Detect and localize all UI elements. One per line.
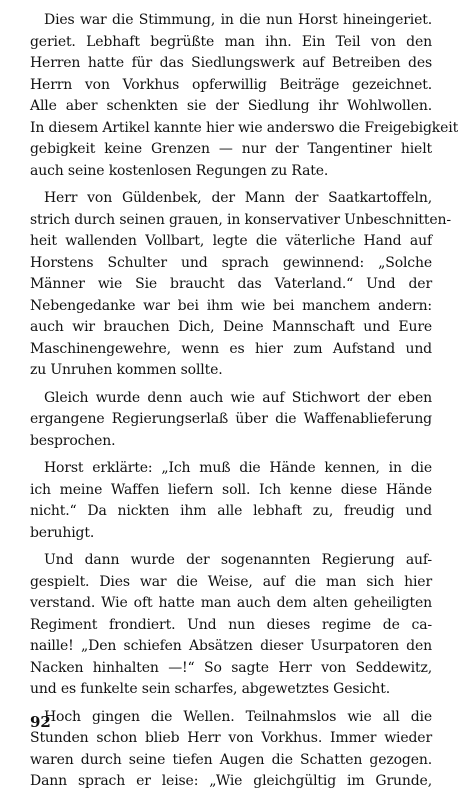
text-line: In diesem Artikel kannte hier wie anderswo die Freigebigkeit — [30, 119, 458, 136]
text-line: Horstens Schulter und sprach gewinnend: „Solche — [30, 254, 432, 271]
text-line: Regiment frondiert. Und nun dieses regime de ca- — [30, 616, 432, 633]
paragraph-1 — [30, 10, 458, 182]
text-line: nicht.“ Da nickten ihm alle lebhaft zu, freudig und — [30, 503, 432, 519]
text-line: Nacken hinhalten —!“ So sagte Herr von Seddewitz, — [30, 659, 432, 676]
text-line: gespielt. Dies war die Weise, auf die man sich hier — [30, 573, 432, 590]
text-line: besprochen. — [30, 432, 116, 449]
paragraph-5 — [30, 550, 432, 701]
book-page-text — [30, 10, 458, 799]
text-line: geriet. Lebhaft begrüßte man ihn. Ein Teil von den — [30, 33, 432, 50]
text-line: Nebengedanke war bei ihm wie bei manchem andern: — [30, 297, 432, 314]
text-line: Hoch gingen die Wellen. Teilnahmslos wie all die — [44, 708, 432, 725]
paragraph-2 — [30, 188, 451, 382]
text-line: verstand. Wie oft hatte man auch dem alten geheiligten — [30, 595, 432, 611]
text-line: Und dann wurde der sogenannten Regierung auf- — [44, 552, 432, 568]
text-line: heit wallenden Vollbart, legte die väterliche Hand auf — [30, 233, 432, 249]
text-line: gebigkeit keine Grenzen — nur der Tangentiner hielt — [30, 141, 432, 157]
text-line: auch seine kostenlosen Regungen zu Rate. — [30, 162, 329, 179]
text-line: Alle aber schenkten sie der Siedlung ihr Wohlwollen. — [30, 98, 432, 114]
text-line: beruhigt. — [30, 524, 95, 541]
text-line: Herren hatte für das Siedlungswerk auf Betreiben des — [30, 55, 432, 71]
text-line: Herr von Güldenbek, der Mann der Saatkartoffeln, — [44, 190, 432, 206]
text-line: und es funkelte sein scharfes, abgewetztes Gesicht. — [30, 681, 391, 697]
text-line: zu Unruhen kommen sollte. — [30, 362, 223, 378]
text-line: ich meine Waffen liefern soll. Ich kenne diese Hände — [30, 481, 432, 498]
text-line: auch wir brauchen Dich, Deine Mannschaft und Eure — [30, 319, 432, 335]
paragraph-3 — [30, 388, 432, 453]
text-line: waren durch seine tiefen Augen die Schatten gezogen. — [30, 751, 432, 768]
text-line: ergangene Regierungserlaß über die Waffenablieferung — [30, 411, 432, 427]
text-line: Herrn von Vorkhus opferwillig Beiträge gezeichnet. — [30, 76, 432, 93]
paragraph-6 — [30, 707, 432, 793]
text-line: Männer wie Sie braucht das Vaterland.“ Und der — [30, 276, 432, 292]
text-line: Stunden schon blieb Herr von Vorkhus. Immer wieder — [30, 730, 432, 746]
text-line: Horst erklärte: „Ich muß die Hände kennen, in die — [44, 460, 432, 476]
text-line: Gleich wurde denn auch wie auf Stichwort der eben — [44, 389, 432, 406]
text-line: Dies war die Stimmung, in die nun Horst hineingeriet. — [44, 12, 432, 28]
text-line: Dann sprach er leise: „Wie gleichgültig im Grunde, — [30, 773, 432, 789]
text-line: strich durch seinen grauen, in konservativer Unbeschnitten- — [30, 211, 451, 228]
paragraph-4 — [30, 458, 432, 544]
text-line: Maschinengewehre, wenn es hier zum Aufstand und — [30, 340, 432, 357]
page-number: 92 — [30, 713, 51, 731]
text-line: naille! „Den schiefen Absätzen dieser Usurpatoren den — [30, 638, 432, 654]
